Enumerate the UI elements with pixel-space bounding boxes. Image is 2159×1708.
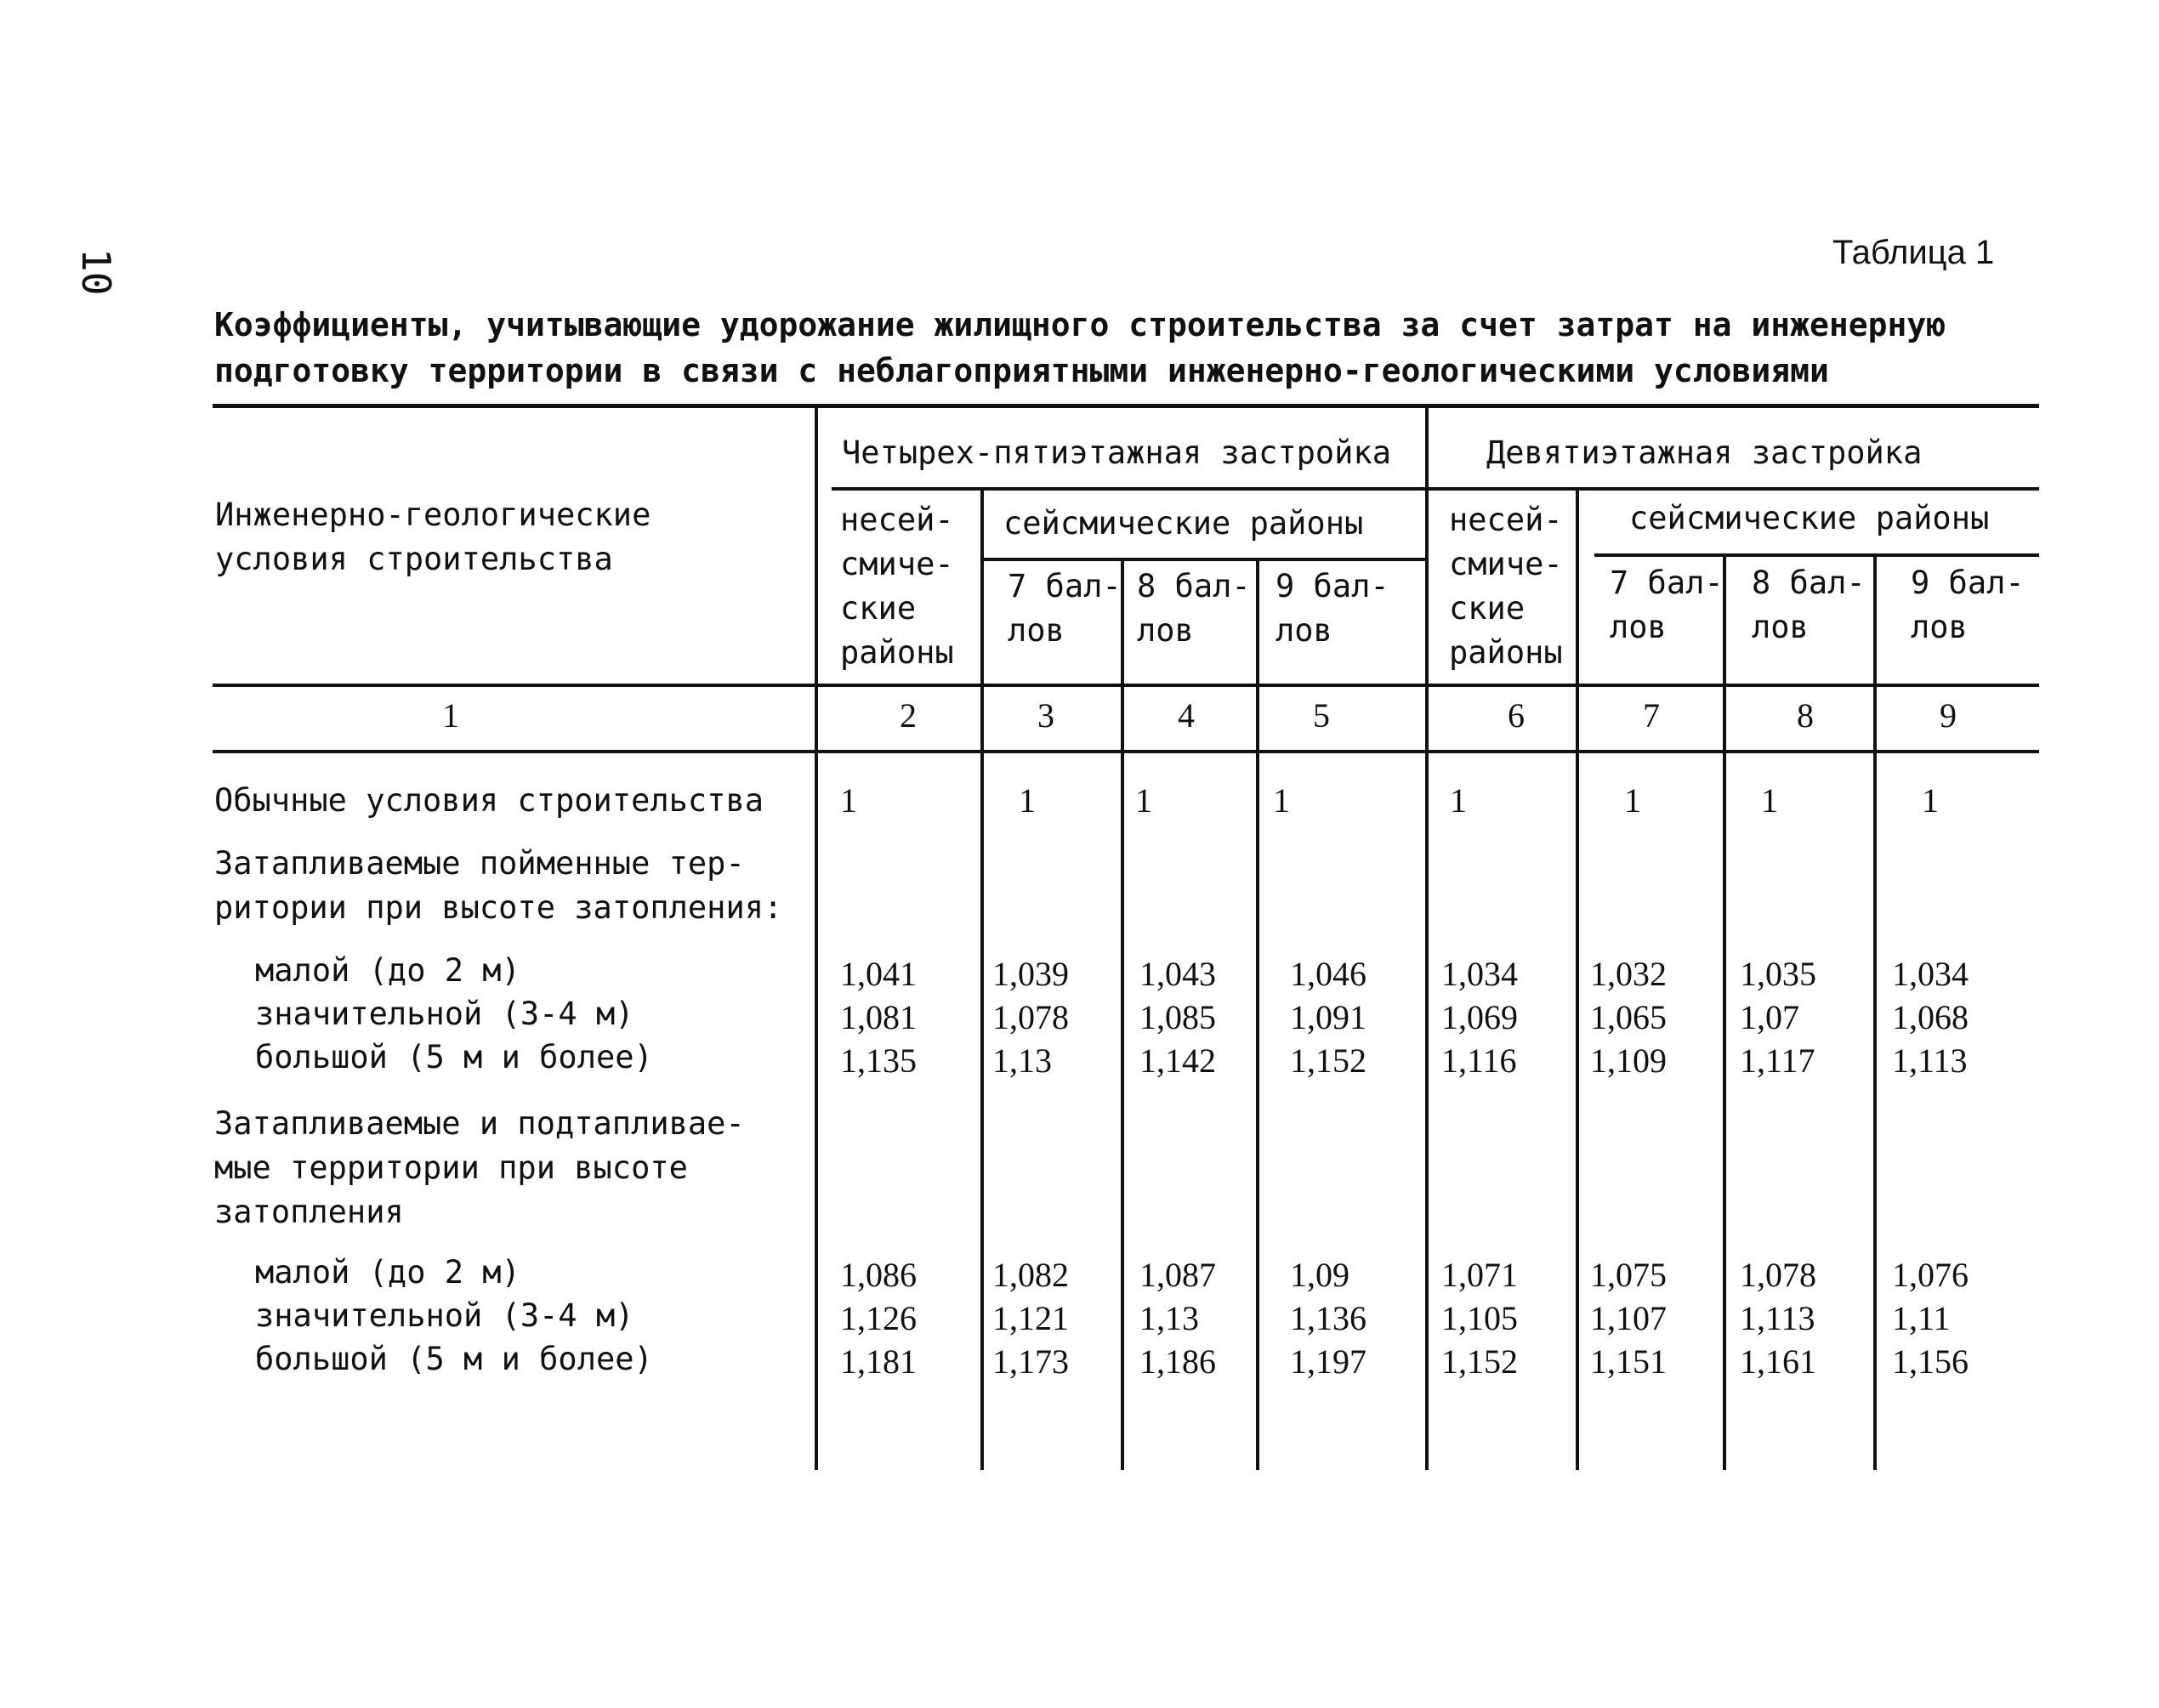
b9-header-2: 9 бал- лов [1911, 565, 2025, 645]
col-line-4 [1256, 559, 1259, 1470]
col-number: 6 [1508, 696, 1525, 735]
col-line-2 [980, 489, 984, 1470]
cell: 1,161 [1740, 1342, 1816, 1381]
cell: 1,082 [992, 1256, 1069, 1294]
cell: 1,087 [1139, 1256, 1216, 1294]
cell: 1,136 [1290, 1299, 1366, 1337]
nonseismic2-header: несей- смиче- ские районы [1449, 502, 1563, 671]
cell: 1,043 [1139, 955, 1216, 993]
row-label: малой (до 2 м) [255, 1254, 520, 1291]
row-label: большой (5 м и более) [255, 1039, 653, 1075]
row-label: значительной (3-4 м) [255, 1297, 634, 1334]
col-line-3 [1121, 559, 1124, 1470]
cell: 1,078 [992, 998, 1069, 1036]
cell: 1 [1135, 781, 1152, 820]
section-title-subflooded: Затапливаемые и подтапливае- мые территории при высоте затопления [214, 1105, 745, 1230]
top-rule [213, 404, 2039, 408]
col-line-6 [1576, 489, 1579, 1470]
cell: 1,113 [1892, 1041, 1968, 1080]
cell: 1,142 [1139, 1041, 1216, 1080]
cell: 1,116 [1441, 1041, 1517, 1080]
cell: 1,032 [1590, 955, 1667, 993]
cell: 1,186 [1139, 1342, 1216, 1381]
cell: 1,117 [1740, 1041, 1815, 1080]
col-line-8 [1873, 555, 1877, 1470]
cell: 1,09 [1290, 1256, 1349, 1294]
row-label: большой (5 м и более) [255, 1341, 653, 1377]
cell: 1 [1450, 781, 1467, 820]
cell: 1 [1922, 781, 1939, 820]
cell: 1,065 [1590, 998, 1667, 1036]
cell: 1,081 [840, 998, 917, 1036]
col-number: 3 [1037, 696, 1054, 735]
caption-line-1: Коэффициенты, учитывающие удорожание жилищного строительства за счет затрат на инженерную [214, 306, 1946, 343]
cell: 1,069 [1441, 998, 1518, 1036]
cell: 1,152 [1441, 1342, 1518, 1381]
b8-header-2: 8 бал- лов [1752, 565, 1866, 645]
cell: 1,156 [1892, 1342, 1969, 1381]
cell: 1,076 [1892, 1256, 1969, 1294]
cell: 1,086 [840, 1256, 917, 1294]
group1-rule [832, 487, 1427, 491]
cell: 1,11 [1892, 1299, 1951, 1337]
cell: 1 [1761, 781, 1778, 820]
col-line-7 [1723, 555, 1726, 1470]
row-label: малой (до 2 м) [255, 952, 520, 989]
cell: 1,197 [1290, 1342, 1366, 1381]
cell: 1,075 [1590, 1256, 1667, 1294]
cell: 1,041 [840, 955, 917, 993]
col-number: 1 [442, 696, 459, 735]
cell: 1 [840, 781, 857, 820]
seismic1-rule [982, 558, 1427, 561]
cell: 1,152 [1290, 1041, 1366, 1080]
b7-header-1: 7 бал- лов [1008, 568, 1122, 649]
cell: 1 [1019, 781, 1036, 820]
cell: 1 [1624, 781, 1641, 820]
cell: 1,078 [1740, 1256, 1816, 1294]
group2-header: Девятиэтажная застройка [1486, 434, 1923, 471]
section-title-flooded: Затапливаемые пойменные тер- ритории при высоте затопления: [214, 845, 783, 926]
cell: 1,13 [1139, 1299, 1199, 1337]
cell: 1,068 [1892, 998, 1969, 1036]
nonseismic1-header: несей- смиче- ские районы [840, 502, 954, 671]
caption-line-2: подготовку территории в связи с неблагоприятными инженерно-геологическими условиями [214, 352, 1829, 389]
cell: 1,085 [1139, 998, 1216, 1036]
header-bottom-rule [213, 684, 2039, 687]
b7-header-2: 7 бал- лов [1610, 565, 1724, 645]
seismic1-header: сейсмические районы [1003, 505, 1364, 542]
col-number: 8 [1797, 696, 1814, 735]
b8-header-1: 8 бал- лов [1137, 568, 1251, 649]
cell: 1,13 [992, 1041, 1052, 1080]
row-label: значительной (3-4 м) [255, 996, 634, 1032]
cell: 1,034 [1892, 955, 1969, 993]
cell: 1,126 [840, 1299, 917, 1337]
group1-header: Четырех-пятиэтажная застройка [842, 434, 1392, 471]
col-number: 5 [1313, 696, 1330, 735]
cell: 1,091 [1290, 998, 1366, 1036]
col-line-5 [1425, 406, 1429, 1470]
cell: 1,034 [1441, 955, 1518, 993]
cell: 1,121 [992, 1299, 1069, 1337]
seismic2-header: сейсмические районы [1629, 500, 1990, 536]
cell: 1,071 [1441, 1256, 1518, 1294]
col-line-1 [815, 406, 818, 1470]
cell: 1,181 [840, 1342, 917, 1381]
table-caption [214, 302, 2043, 394]
col-number: 2 [900, 696, 917, 735]
b9-header-1: 9 бал- лов [1276, 568, 1389, 649]
row-label-ordinary: Обычные условия строительства [214, 782, 764, 819]
cell: 1,046 [1290, 955, 1366, 993]
cell: 1 [1273, 781, 1290, 820]
cell: 1,135 [840, 1041, 917, 1080]
table-label: Таблица 1 [1832, 234, 1995, 271]
cell: 1,039 [992, 955, 1069, 993]
cell: 1,07 [1740, 998, 1799, 1036]
seismic2-rule [1594, 553, 2039, 557]
col-number: 7 [1643, 696, 1660, 735]
page-number: 10 [73, 248, 119, 296]
cell: 1,151 [1590, 1342, 1667, 1381]
group2-rule [1427, 487, 2039, 491]
cell: 1,107 [1590, 1299, 1667, 1337]
col-number: 9 [1940, 696, 1957, 735]
col-number: 4 [1178, 696, 1195, 735]
cell: 1,113 [1740, 1299, 1815, 1337]
numbers-bottom-rule [213, 750, 2039, 753]
conditions-header: Инженерно-геологические условия строительства [215, 497, 651, 577]
cell: 1,109 [1590, 1041, 1667, 1080]
cell: 1,173 [992, 1342, 1069, 1381]
cell: 1,105 [1441, 1299, 1518, 1337]
cell: 1,035 [1740, 955, 1816, 993]
